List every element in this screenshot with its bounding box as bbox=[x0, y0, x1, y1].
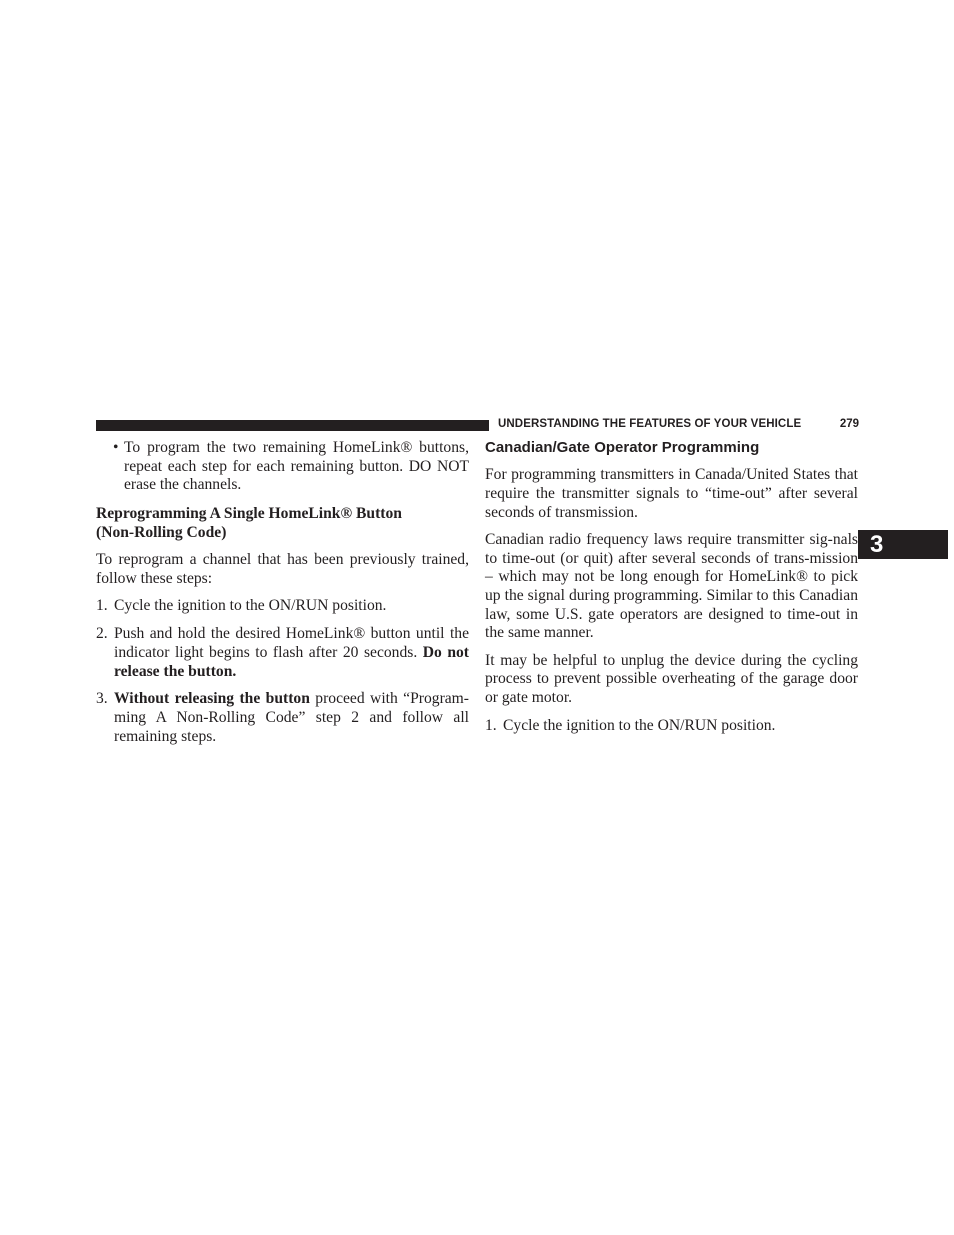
step-number: 2. bbox=[96, 625, 108, 643]
bullet-marker: • bbox=[113, 439, 119, 456]
right-column bbox=[485, 439, 858, 735]
left-column bbox=[96, 439, 469, 746]
header-rule bbox=[96, 420, 489, 431]
page-number: 279 bbox=[839, 418, 859, 430]
heading-line-2: (Non-Rolling Code) bbox=[96, 523, 227, 541]
step-text-container bbox=[114, 625, 469, 681]
running-header-title: UNDERSTANDING THE FEATURES OF YOUR VEHICLE bbox=[498, 418, 802, 430]
step-item bbox=[96, 625, 469, 681]
bullet-item bbox=[96, 439, 469, 495]
step-item bbox=[96, 690, 469, 746]
step-number: 3. bbox=[96, 690, 108, 708]
paragraph: For programming transmitters in Canada/United States that require the transmitter signals to “time-out” after several seconds of transmission. bbox=[485, 466, 858, 521]
step-item bbox=[485, 717, 858, 736]
section-heading-reprogramming bbox=[96, 505, 469, 542]
step-text-container bbox=[114, 690, 469, 746]
step-bold-lead: Without releasing the button bbox=[114, 690, 310, 708]
step-number: 1. bbox=[485, 716, 497, 734]
bullet-text: To program the two remaining HomeLink® buttons, repeat each step for each remaining button. DO NOT erase the channels. bbox=[124, 439, 469, 494]
step-text: Push and hold the desired HomeLink® button until the indicator light begins to flash after 20 seconds. bbox=[114, 625, 469, 661]
step-text: proceed with “Program-ming A Non-Rolling Code” step 2 and follow all remaining steps. bbox=[114, 690, 470, 745]
step-item bbox=[96, 597, 469, 616]
heading-line-1: Reprogramming A Single HomeLink® Button bbox=[96, 505, 402, 523]
intro-paragraph: To reprogram a channel that has been previously trained, follow these steps: bbox=[96, 551, 469, 587]
step-bold-warning: Do not release the button. bbox=[114, 643, 469, 680]
chapter-tab: 3 bbox=[858, 530, 948, 559]
paragraph: Canadian radio frequency laws require transmitter sig-nals to time-out (or quit) after several seconds of trans-mission – which may not be long enough for HomeLink® to pick up the signal during programming. Similar to this Canadian law, some U.S. gate operators are designed to time-out in the same manner. bbox=[485, 530, 858, 642]
section-heading-canadian-gate: Canadian/Gate Operator Programming bbox=[485, 439, 760, 456]
step-text: Cycle the ignition to the ON/RUN position. bbox=[503, 716, 776, 734]
step-number: 1. bbox=[96, 597, 108, 615]
paragraph: It may be helpful to unplug the device during the cycling process to prevent possible overheating of the garage door or gate motor. bbox=[485, 651, 858, 706]
step-text: Cycle the ignition to the ON/RUN position. bbox=[114, 597, 387, 615]
